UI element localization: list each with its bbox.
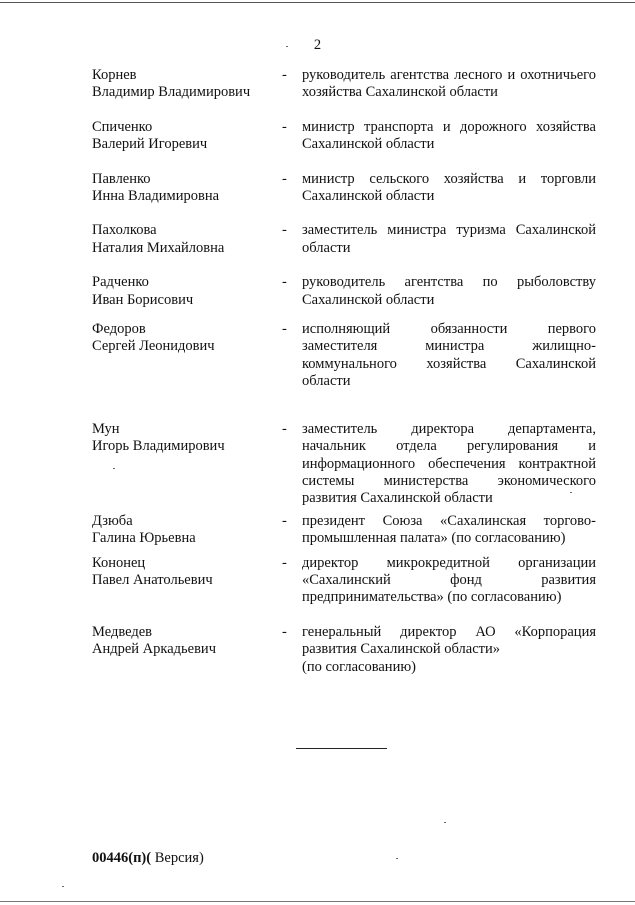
member-position-text: генеральный директор АО «Корпорация развития Сахалинской области» bbox=[302, 623, 596, 658]
member-given-names: Иван Борисович bbox=[92, 291, 194, 308]
dash-separator: - bbox=[282, 170, 287, 187]
member-name bbox=[92, 119, 282, 154]
scan-speck bbox=[286, 46, 288, 47]
member-position: заместитель директора департамента, начальник отдела регулирования и информационного обеспечения контрактной системы министерства экономического развития Сахалинской области bbox=[302, 420, 596, 507]
scan-speck bbox=[444, 822, 446, 823]
member-given-names: Владимир Владимирович bbox=[92, 84, 251, 101]
dash-separator: - bbox=[282, 623, 287, 640]
scan-speck bbox=[570, 492, 572, 493]
member-given-names: Наталия Михайловна bbox=[92, 239, 225, 256]
member-surname: Пахолкова bbox=[92, 222, 157, 239]
closing-rule bbox=[296, 748, 387, 749]
member-position bbox=[302, 624, 596, 676]
dash-separator: - bbox=[282, 67, 287, 83]
member-given-names: Валерий Игоревич bbox=[92, 136, 208, 153]
document-code bbox=[92, 850, 204, 867]
list-item bbox=[92, 171, 597, 206]
member-surname: Павленко bbox=[92, 170, 151, 187]
member-position: президент Союза «Сахалинская торгово-промышленная палата» (по согласованию) bbox=[302, 512, 596, 547]
member-given-names: Игорь Владимирович bbox=[92, 438, 225, 455]
member-position: руководитель агентства по рыболовству Сахалинской области bbox=[302, 274, 596, 308]
dash-separator: - bbox=[282, 274, 287, 291]
member-surname: Мун bbox=[92, 420, 120, 437]
member-surname: Медведев bbox=[92, 623, 152, 640]
member-given-names: Андрей Аркадьевич bbox=[92, 641, 216, 658]
member-name bbox=[92, 67, 282, 102]
member-name bbox=[92, 222, 282, 257]
scan-edge-top bbox=[0, 2, 635, 3]
member-position: министр транспорта и дорожного хозяйства Сахалинской области bbox=[302, 118, 596, 153]
dash-separator: - bbox=[282, 420, 287, 437]
members-list bbox=[92, 67, 597, 675]
list-item bbox=[92, 321, 597, 391]
member-position: руководитель агентства лесного и охотничьего хозяйства Сахалинской области bbox=[302, 67, 596, 101]
list-item bbox=[92, 274, 597, 309]
scan-speck bbox=[396, 858, 398, 859]
list-item bbox=[92, 513, 597, 548]
scan-edge-bottom bbox=[0, 901, 635, 902]
dash-separator: - bbox=[282, 321, 287, 338]
member-position-note: (по согласованию) bbox=[302, 658, 416, 675]
member-position: исполняющий обязанности первого заместителя министра жилищно-коммунального хозяйства Сахалинской области bbox=[302, 321, 596, 390]
member-given-names: Сергей Леонидович bbox=[92, 338, 215, 355]
dash-separator: - bbox=[282, 512, 287, 529]
member-given-names: Галина Юрьевна bbox=[92, 530, 196, 547]
dash-separator: - bbox=[282, 118, 287, 135]
member-name bbox=[92, 321, 282, 391]
member-surname: Радченко bbox=[92, 274, 149, 291]
list-item bbox=[92, 67, 597, 102]
member-name bbox=[92, 171, 282, 206]
member-name bbox=[92, 274, 282, 309]
list-item bbox=[92, 421, 597, 508]
scan-speck bbox=[113, 468, 115, 469]
dash-separator: - bbox=[282, 222, 287, 239]
list-item bbox=[92, 555, 597, 607]
member-name bbox=[92, 624, 282, 676]
page-number: 2 bbox=[313, 37, 322, 53]
list-item bbox=[92, 222, 597, 257]
dash-separator: - bbox=[282, 554, 287, 571]
member-name bbox=[92, 513, 282, 548]
member-position: директор микрокредитной организации «Сахалинский фонд развития предпринимательства» (по согласованию) bbox=[302, 554, 596, 606]
document-number: 00446(п)( bbox=[92, 850, 152, 866]
list-item bbox=[92, 119, 597, 154]
member-surname: Федоров bbox=[92, 321, 146, 338]
scan-speck bbox=[62, 886, 64, 887]
document-version: Версия) bbox=[151, 850, 204, 866]
member-position: заместитель министра туризма Сахалинской области bbox=[302, 222, 596, 256]
member-given-names: Инна Владимировна bbox=[92, 188, 220, 205]
member-position: министр сельского хозяйства и торговли Сахалинской области bbox=[302, 170, 596, 205]
member-name bbox=[92, 421, 282, 508]
member-surname: Корнев bbox=[92, 67, 137, 83]
member-given-names: Павел Анатольевич bbox=[92, 571, 213, 588]
member-surname: Кононец bbox=[92, 554, 146, 571]
list-item bbox=[92, 624, 597, 676]
member-surname: Дзюба bbox=[92, 512, 133, 529]
member-surname: Спиченко bbox=[92, 118, 153, 135]
member-name bbox=[92, 555, 282, 607]
